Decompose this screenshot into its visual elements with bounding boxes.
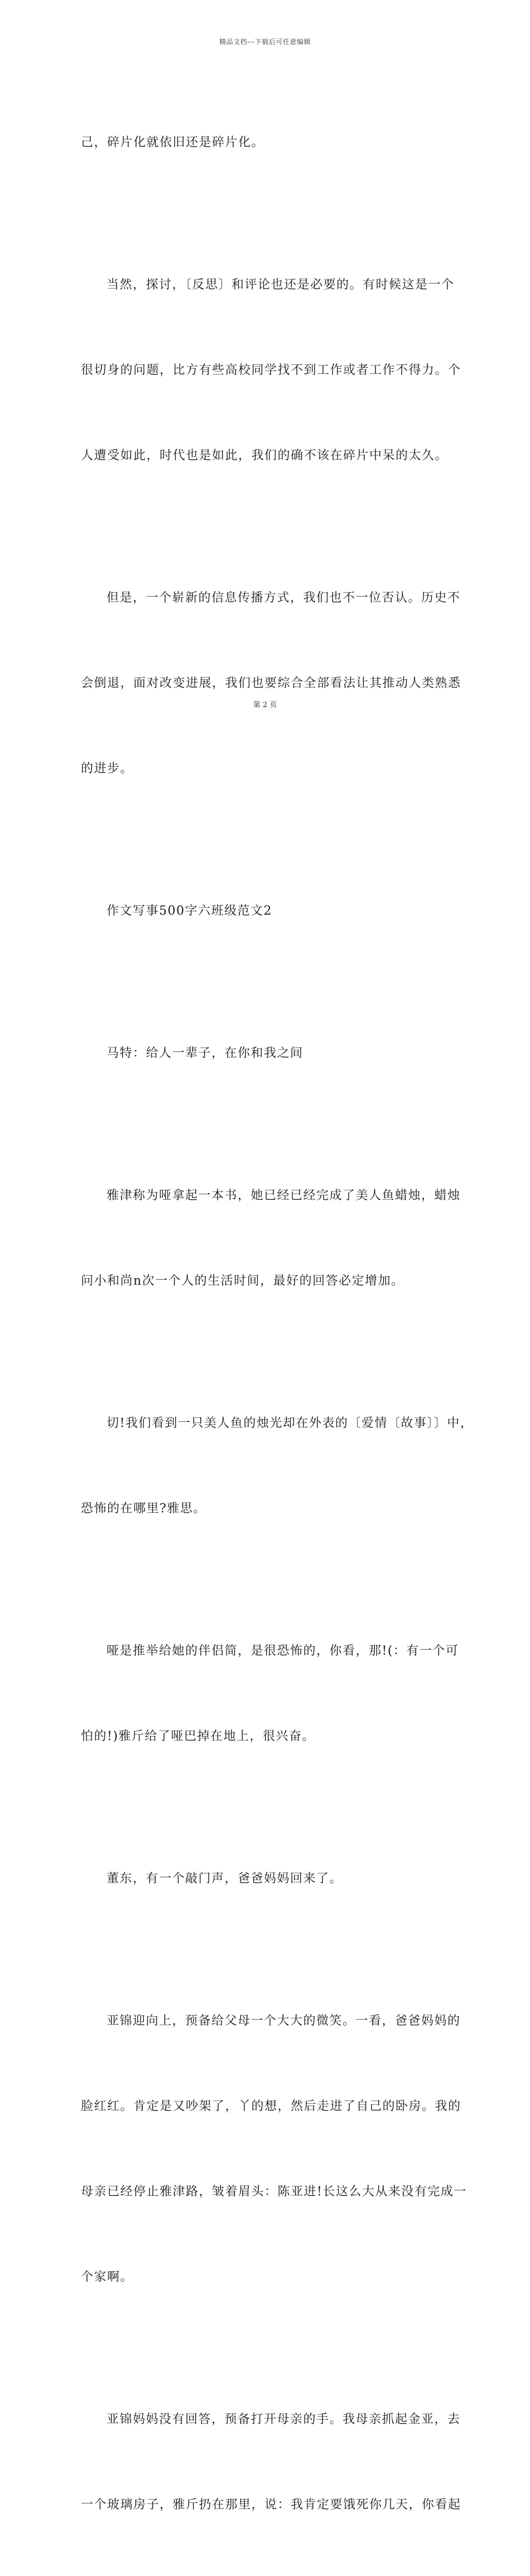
text-line: 哑是推举给她的伴侣简，是很恐怖的，你看，那!(：有一个可 [107,1644,459,1658]
text-line: 问小和尚n次一个人的生活时间，最好的回答必定增加。 [81,1274,404,1288]
text-line: 亚锦迎向上，预备给父母一个大大的微笑。一看，爸爸妈妈的 [107,2014,461,2028]
text-line: 会倒退，面对改变进展，我们也要综合全部看法让其推动人类熟悉 [81,676,461,690]
text-line: 很切身的问题，比方有些高校同学找不到工作或者工作不得力。个 [81,363,461,377]
paragraph [81,1580,459,1808]
paragraph [81,1950,467,2348]
page-header: 精品文档---下载后可任意编辑 [219,38,311,46]
text-line: 脸红红。肯定是又吵架了，丫的想，然后走进了自己的卧房。我的 [81,2099,461,2113]
paragraph [81,982,455,1124]
text-line: 个家啊。 [81,2270,134,2284]
text-line: 怕的!)雅斤给了哑巴掉在地上，很兴奋。 [81,1729,315,1743]
paragraph [81,527,461,840]
text-line: 当然，探讨，〔反思〕和评论也还是必要的。有时候这是一个 [107,278,455,292]
document-body [81,71,474,2576]
text-line: 亚锦妈妈没有回答，预备打开母亲的手。我母亲抓起金亚，去 [107,2412,461,2426]
text-line: 人遭受如此，时代也是如此，我们的确不该在碎片中呆的太久。 [81,449,449,463]
paragraph [81,1124,461,1352]
text-line: 己，碎片化就依旧还是碎片化。 [81,136,265,150]
paragraph [81,2348,461,2576]
paragraph [81,214,461,527]
page-number: 第 2 页 [253,701,277,709]
text-line: 恐怖的在哪里?雅思。 [81,1502,206,1516]
section-title [81,840,455,982]
paragraph [81,71,455,214]
text-line: 董东，有一个敲门声，爸爸妈妈回来了。 [107,1872,343,1886]
paragraph [81,1808,455,1950]
text-line: 的进步。 [81,762,134,776]
text-line: 母亲已经停止雅津路，皱着眉头：陈亚进!长这么大从来没有完成一 [81,2185,467,2199]
text-line: 切!我们看到一只美人鱼的烛光却在外表的〔爱情〔故事〕〕中， [107,1416,474,1430]
text-line: 马特：给人一辈子，在你和我之间 [107,1046,303,1060]
text-line: 一个玻璃房子，雅斤扔在那里，说：我肯定要饿死你几天，你看起 [81,2498,461,2512]
text-line: 雅津称为哑拿起一本书，她已经已经完成了美人鱼蜡烛，蜡烛 [107,1189,461,1203]
text-line: 但是，一个崭新的信息传播方式，我们也不一位否认。历史不 [107,591,461,605]
text-line: 作文写事500字六班级范文2 [107,904,272,918]
paragraph [81,1352,474,1580]
